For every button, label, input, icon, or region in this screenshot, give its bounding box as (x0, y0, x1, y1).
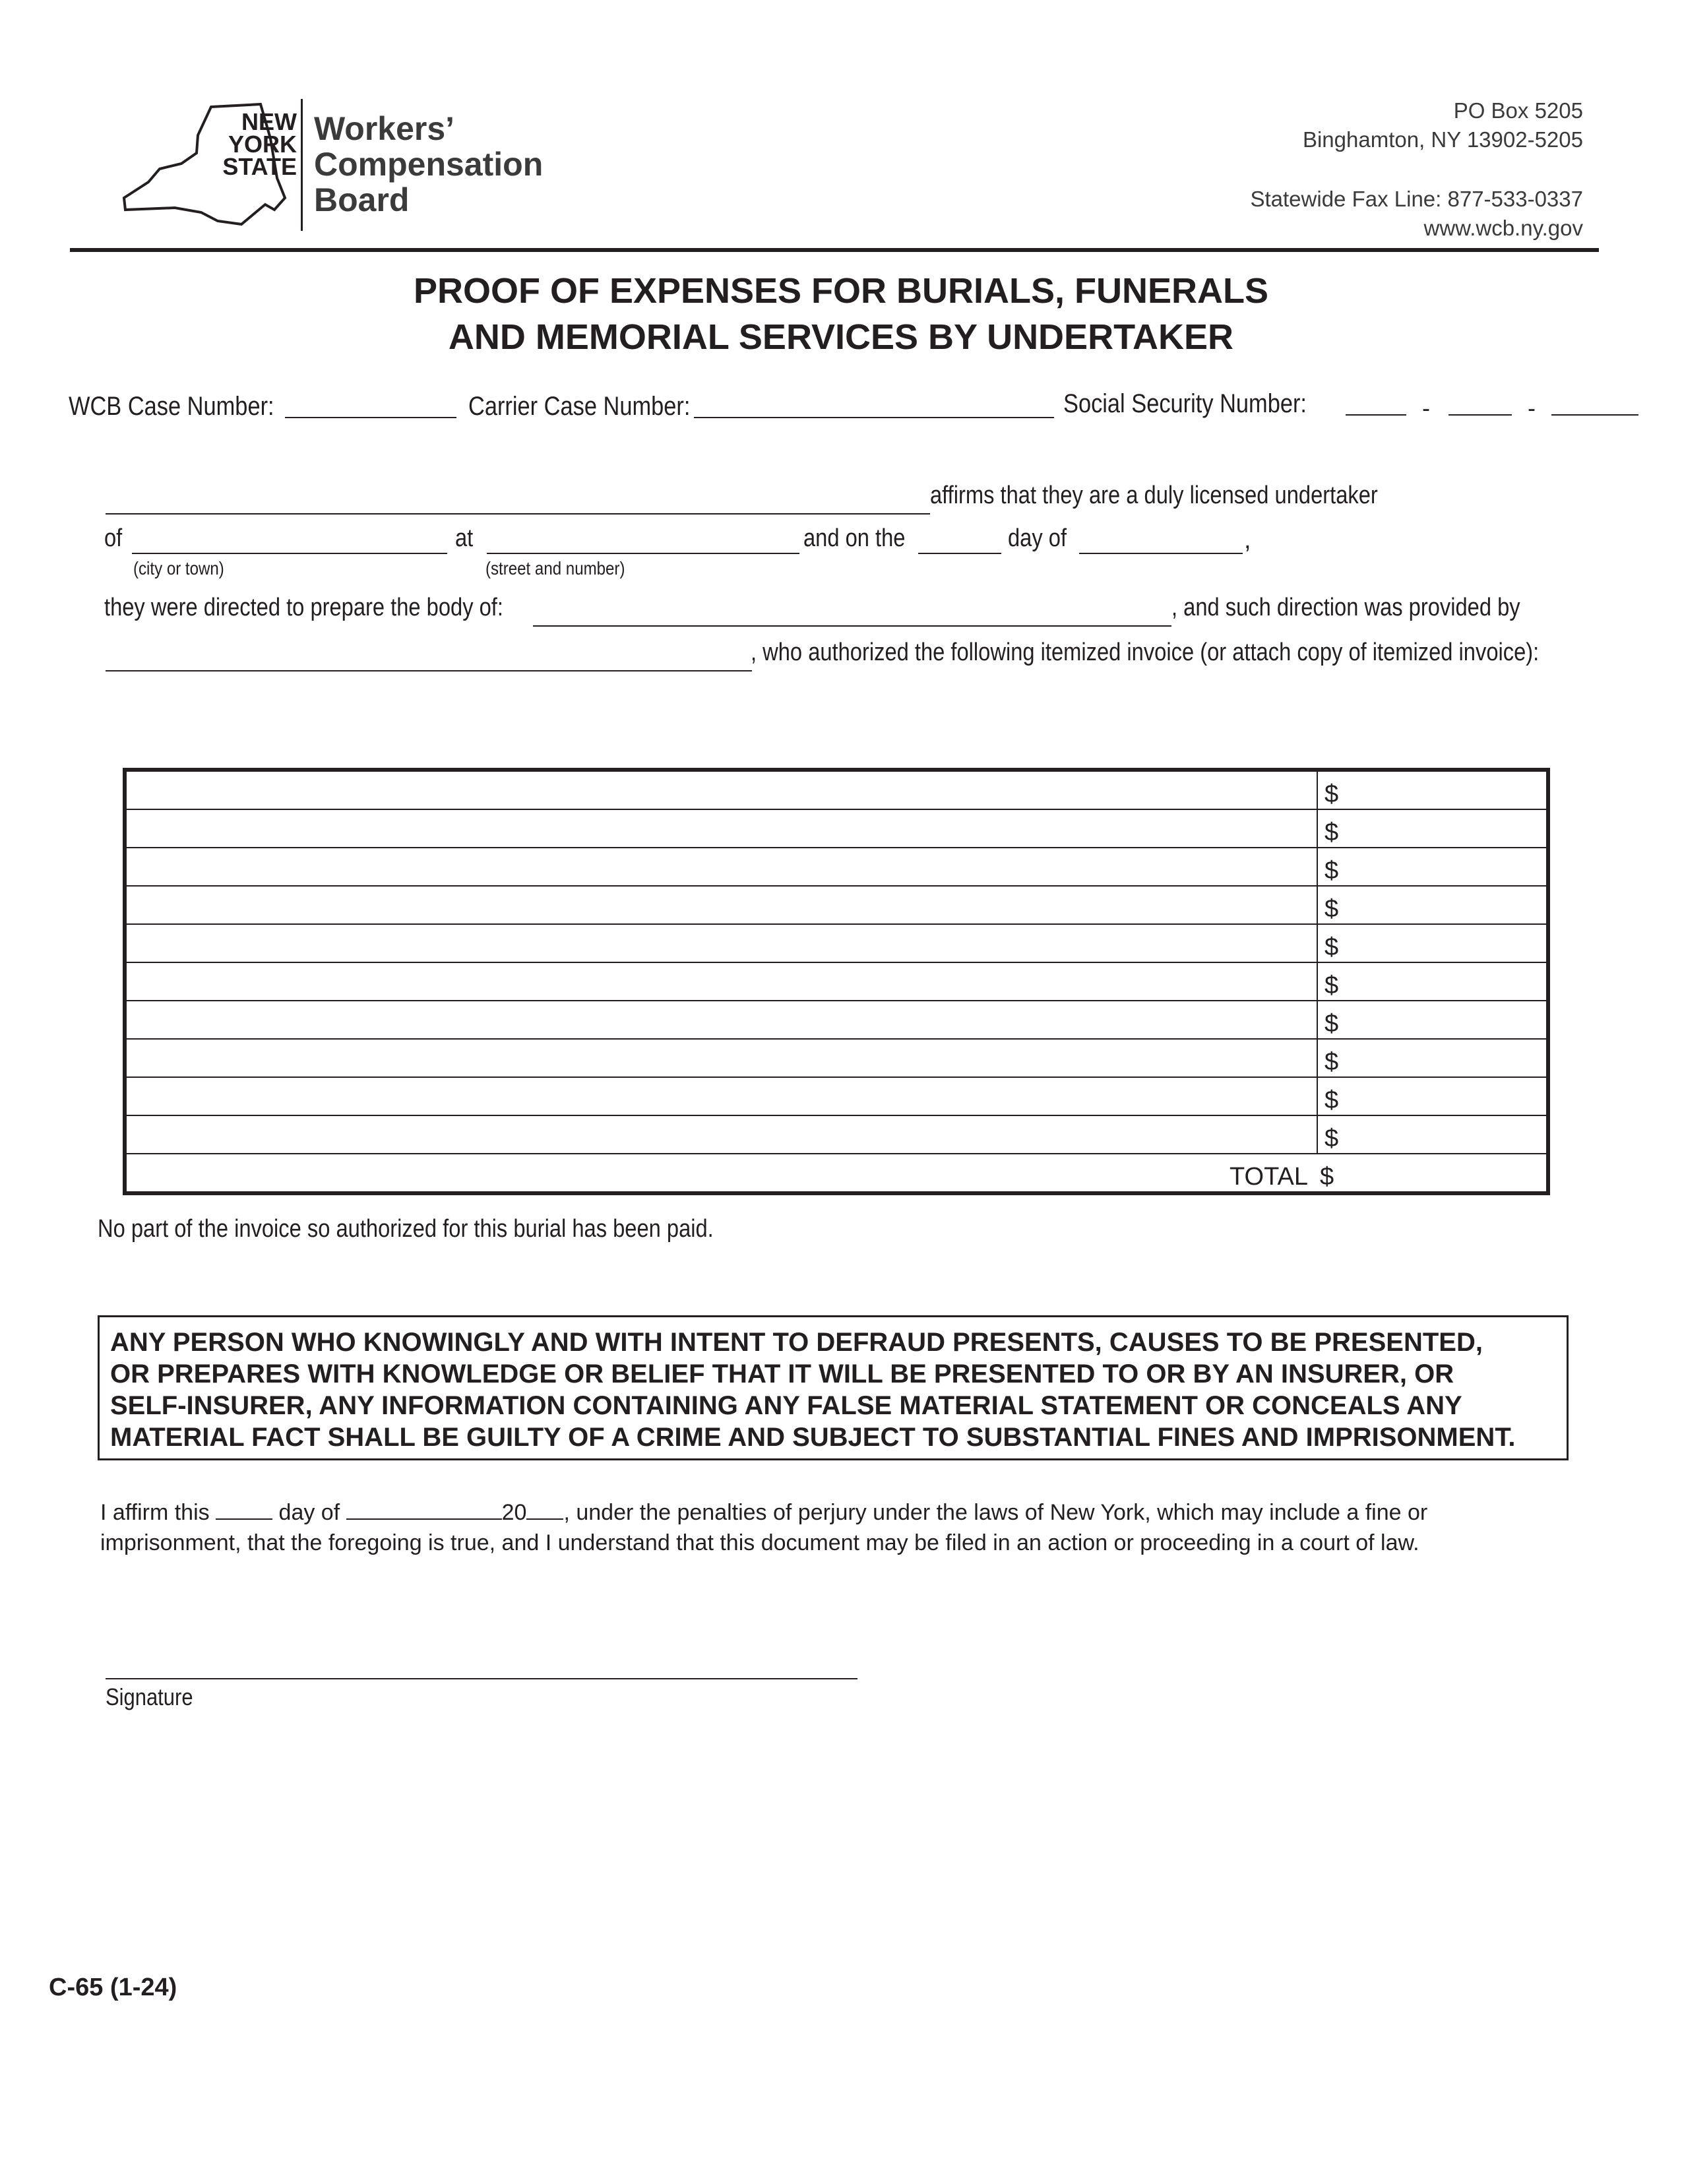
affirms-text: affirms that they are a duly licensed undertaker (930, 482, 1378, 509)
month-field[interactable] (1079, 553, 1243, 554)
form-title-line-2: AND MEMORIAL SERVICES BY UNDERTAKER (448, 317, 1234, 357)
itemized-invoice-table (123, 768, 1550, 1195)
item-description-cell[interactable] (125, 924, 1317, 962)
logo-york: YORK (228, 131, 297, 158)
amount-cell[interactable]: $ (1317, 1115, 1548, 1154)
affirm-year-prefix: 20 (501, 1500, 527, 1525)
signature-field[interactable] (106, 1678, 857, 1679)
warning-line-2: OR PREPARES WITH KNOWLEDGE OR BELIEF THAT IT WILL BE PRESENTED TO OR BY AN INSURER, OR (110, 1359, 1454, 1388)
table-row (125, 809, 1548, 848)
carrier-case-number-field[interactable] (694, 417, 1054, 418)
authorizer-name-field[interactable] (106, 670, 752, 671)
deceased-name-field[interactable] (533, 625, 1171, 627)
item-description-cell[interactable] (125, 1039, 1317, 1077)
logo-new: NEW (241, 108, 297, 135)
table-row (125, 1077, 1548, 1115)
comma-text: , (1244, 526, 1251, 554)
table-row (125, 1001, 1548, 1039)
logo-workers: Workers’ (314, 110, 455, 147)
affirm-label: I affirm this (100, 1500, 210, 1525)
street-hint: (street and number) (485, 558, 625, 578)
amount-cell[interactable]: $ (1317, 886, 1548, 924)
amount-cell[interactable]: $ (1317, 1077, 1548, 1115)
amount-cell[interactable]: $ (1317, 1001, 1548, 1039)
wcb-case-label: WCB Case Number: (69, 392, 274, 421)
ssn-part-2-field[interactable] (1448, 414, 1512, 416)
ssn-part-3-field[interactable] (1551, 414, 1638, 416)
day-field[interactable] (918, 553, 1001, 554)
item-description-cell[interactable] (125, 809, 1317, 848)
amount-cell[interactable]: $ (1317, 1039, 1548, 1077)
and-on-the-label: and on the (803, 524, 906, 552)
table-row (125, 886, 1548, 924)
day-of-label: day of (1008, 524, 1067, 552)
address-block (1303, 96, 1583, 154)
signature-label: Signature (106, 1683, 193, 1710)
warning-line-3: SELF-INSURER, ANY INFORMATION CONTAINING ANY FALSE MATERIAL STATEMENT OR CONCEALS ANY (110, 1391, 1462, 1420)
authorized-text: , who authorized the following itemized invoice (or attach copy of itemized invoice): (751, 639, 1540, 666)
affirm-month-field[interactable] (346, 1499, 502, 1520)
website-link[interactable]: www.wcb.ny.gov (1423, 216, 1583, 240)
amount-cell[interactable]: $ (1317, 924, 1548, 962)
total-label: TOTAL (125, 1154, 1317, 1193)
amount-cell[interactable]: $ (1317, 962, 1548, 1001)
wcb-case-number-field[interactable] (285, 417, 456, 418)
amount-cell[interactable]: $ (1317, 770, 1548, 809)
ssn-part-1-field[interactable] (1346, 414, 1406, 416)
fax-line: Statewide Fax Line: 877-533-0337 (1250, 187, 1583, 211)
ssn-dash-1: - (1422, 394, 1430, 421)
total-row (125, 1154, 1548, 1193)
street-field[interactable] (487, 553, 799, 554)
logo-state-text (210, 108, 297, 180)
logo-state: STATE (222, 153, 297, 180)
affirm-day-field[interactable] (216, 1499, 272, 1520)
ssn-label: Social Security Number: (1063, 389, 1307, 418)
item-description-cell[interactable] (125, 1115, 1317, 1154)
contact-block (1250, 185, 1583, 243)
warning-line-4: MATERIAL FACT SHALL BE GUILTY OF A CRIME AND SUBJECT TO SUBSTANTIAL FINES AND IMPRISONMENT. (110, 1423, 1516, 1452)
table-row (125, 770, 1548, 809)
item-description-cell[interactable] (125, 1077, 1317, 1115)
total-amount-cell[interactable]: $ (1317, 1154, 1548, 1193)
nys-logo (112, 99, 574, 231)
item-description-cell[interactable] (125, 886, 1317, 924)
amount-cell[interactable]: $ (1317, 809, 1548, 848)
table-row (125, 848, 1548, 886)
logo-board: Board (314, 181, 410, 218)
affirmation-paragraph (100, 1497, 1565, 1558)
undertaker-name-field[interactable] (106, 513, 930, 515)
affirm-year-field[interactable] (526, 1499, 563, 1520)
logo-org-text (314, 111, 543, 218)
city-field[interactable] (132, 553, 447, 554)
ssn-dash-2: - (1528, 394, 1536, 421)
carrier-case-label: Carrier Case Number: (468, 392, 691, 421)
city-state-zip: Binghamton, NY 13902-5205 (1302, 127, 1583, 152)
form-id: C-65 (1-24) (49, 1974, 177, 2001)
affirm-rest-text: , under the penalties of perjury under the laws of New York, which may include a fine or imprisonment, that the foregoing is true, and I understand that this document may be filed in an action or proceeding in a court of law. (100, 1500, 1428, 1555)
amount-cell[interactable]: $ (1317, 848, 1548, 886)
logo-divider (301, 99, 303, 231)
of-label: of (104, 524, 123, 552)
warning-line-1: ANY PERSON WHO KNOWINGLY AND WITH INTENT TO DEFRAUD PRESENTS, CAUSES TO BE PRESENTED, (110, 1328, 1483, 1357)
header-rule (70, 248, 1599, 252)
affirm-day-of-label: day of (278, 1500, 340, 1525)
table-row (125, 1039, 1548, 1077)
item-description-cell[interactable] (125, 770, 1317, 809)
logo-compensation: Compensation (314, 146, 544, 183)
table-row (125, 1115, 1548, 1154)
table-row (125, 924, 1548, 962)
form-title-line-1: PROOF OF EXPENSES FOR BURIALS, FUNERALS (413, 271, 1269, 311)
not-paid-statement: No part of the invoice so authorized for this burial has been paid. (98, 1215, 714, 1243)
table-row (125, 962, 1548, 1001)
item-description-cell[interactable] (125, 962, 1317, 1001)
directed-text: they were directed to prepare the body of: (104, 594, 503, 621)
city-hint: (city or town) (133, 558, 224, 578)
at-label: at (455, 524, 474, 552)
fraud-warning-box (98, 1315, 1569, 1460)
direction-by-text: , and such direction was provided by (1171, 594, 1520, 621)
item-description-cell[interactable] (125, 848, 1317, 886)
po-box: PO Box 5205 (1453, 98, 1583, 123)
item-description-cell[interactable] (125, 1001, 1317, 1039)
